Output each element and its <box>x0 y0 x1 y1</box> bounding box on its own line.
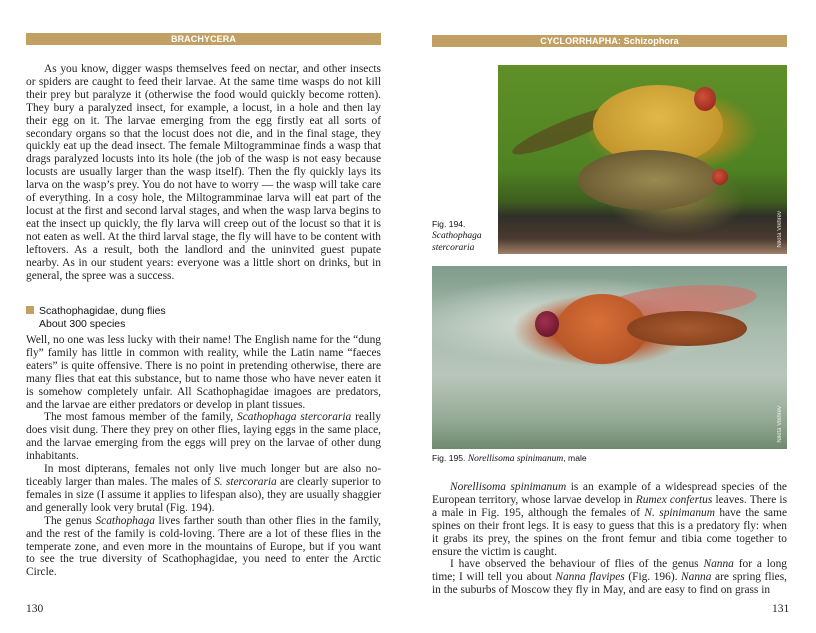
figure-194-caption: Fig. 194. Scathophaga stercoraria <box>432 219 482 253</box>
species-name: Scathophaga stercoraria <box>237 411 352 424</box>
fly-body-shape <box>627 311 747 346</box>
photo-credit: Nikita Vikhrev <box>777 406 783 443</box>
figure-label: Fig. 194. <box>432 219 466 229</box>
intro-text <box>26 63 381 282</box>
paragraph: The genus Scathophaga lives farther south than other flies in the family, and the rest of the family is cold-loving. There are a lot of these flies in the temperate zone, and even more in the mountains of Europe, but if you want to see the true diversity of Scathophagidae, you need to enter the Arctic Circle. <box>26 514 381 579</box>
section-body <box>26 334 381 579</box>
section-marker-icon <box>26 306 34 314</box>
paragraph: I have observed the behaviour of flies of the genus Nanna for a long time; I will tell you about Nanna flavipes (Fig. 196). Nanna are spring flies, in the suburbs of Moscow they fly in May, and are easy to find on grass in <box>432 558 788 597</box>
fly-body-shape <box>578 150 718 210</box>
section-heading <box>26 305 381 330</box>
photo-credit: Nikita Vikhrev <box>777 211 783 248</box>
paragraph: Norellisoma spinimanum is an example of a widespread species of the European territory, whose larvae develop in Rumex confertus leaves. There is a male in Fig. 195, although the females of N. spinimanum have the same spines on their front legs. It is easy to guess that this is a predatory fly: when it grabs its prey, the spines on the front femur and tibia come together to ensure the victim is caught. <box>432 481 788 558</box>
paragraph: In most dipterans, females not only live much longer but are also noticeably larger than males. The males of S. stercoraria are clearly superior to females in size (I assume it applies to lifespan also), they are usually shaggier and generally look very brutal (Fig. 194). <box>26 463 382 514</box>
page-number-right: 131 <box>772 603 790 615</box>
section-title: Scathophagidae, dung flies <box>39 305 166 317</box>
figure-195-photo <box>432 266 787 449</box>
running-head-right: CYCLORRHAPHA: Schizophora <box>432 35 787 47</box>
fly-eye-shape <box>694 87 716 111</box>
paragraph: The most famous member of the family, Scathophaga stercoraria really does visit dung. There they prey on other flies, laying eggs in the same place, and the larvae emerging from the eggs will prey on the larvae of other dung inhabitants. <box>26 411 381 463</box>
paragraph: Well, no one was less lucky with their name! The English name for the “dung fly” family has little in common with reality, while the Latin name “faeces eaters” is quite offensive. There is no point in pretending otherwise, there are many flies that eat this substance, but to name those who have never eaten it is somehow completely unfair. All Scathophagidae imagoes are predators, and the larvae are either predators or develop in plant tissues. <box>26 334 381 411</box>
running-head-left: BRACHYCERA <box>26 33 381 45</box>
right-page <box>408 0 816 633</box>
section-subtitle: About 300 species <box>39 317 126 330</box>
genus-name: Scathophaga <box>95 514 155 527</box>
figure-194-photo <box>498 65 787 254</box>
fly-eye-shape <box>712 169 728 185</box>
figure-195-caption: Fig. 195. Norellisoma spinimanum, male <box>432 453 587 464</box>
intro-paragraph: As you know, digger wasps themselves feed on nectar, and other insects or spiders are caught to feed their larvae. At the same time wasps do not kill their prey but paralyze it (otherwise the food would quickly become rotten). They bury a paralyzed insect, for example, a locust, in a hole and then lay their egg on it. The larvae emerging from the egg firstly eat all sorts of secondary organs so that the locust does not die, and in the final stage, they quickly eat up the dead insect. The female Miltogramminae finds a wasp that drags paralyzed locusts into its hole (the job of the wasp is not easy because locusts are usually larger than the wasp itself). Then the fly quickly lays its larva on the wasp’s prey. You do not have to worry — the wasp will take care of everything. In a cosy hole, the Miltogramminae larva will eat part of the locust at the first and second larval stages, and when the wasp larva begins to eat the insect up quickly, the fly larva will creep out of the locust so that it is not eaten as well. At the third larval stage, the fly will have to be content with leftovers. As a result, both the landlord and the uninvited guest pupate nearby. As in our student years: everyone was a little short on drinks, but in general, the spree was a success. <box>26 63 381 282</box>
fly-eye-shape <box>535 311 559 337</box>
right-body <box>432 481 787 597</box>
page-number-left: 130 <box>26 603 44 615</box>
species-name: S. stercoraria <box>214 475 277 488</box>
